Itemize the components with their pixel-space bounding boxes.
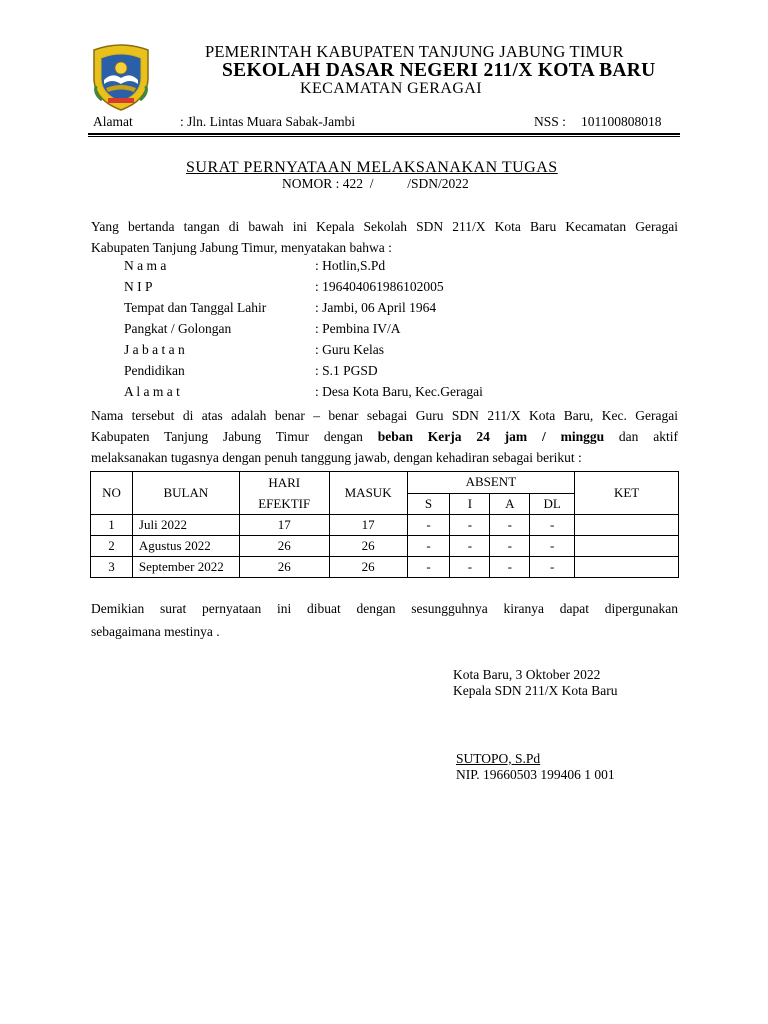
header-school-name: SEKOLAH DASAR NEGERI 211/X KOTA BARU [222,60,656,81]
field-label-education: Pendidikan [124,363,185,378]
header-government-line: PEMERINTAH KABUPATEN TANJUNG JABUNG TIMUR [205,42,624,61]
field-value-education: : S.1 PGSD [315,363,378,378]
address-value: : Jln. Lintas Muara Sabak-Jambi [180,114,356,129]
field-value-nip: : 196404061986102005 [315,279,444,294]
header-bulan: BULAN [132,472,239,515]
statement-text-before: Kabupaten Tanjung Jabung Timur dengan [91,429,378,444]
signature-nip: NIP. 19660503 199406 1 001 [456,767,615,782]
cell-hari: 17 [239,515,329,536]
field-label-position: J a b a t a n [124,342,185,357]
field-label-name: N a m a [124,258,167,273]
field-label-address: A l a m a t [124,384,180,399]
regency-emblem-icon [90,42,152,112]
cell-s: - [407,515,450,536]
header-absent: ABSENT [407,472,575,494]
field-label-rank: Pangkat / Golongan [124,321,232,336]
cell-i: - [450,557,490,578]
cell-masuk: 17 [329,515,407,536]
cell-bulan: Juli 2022 [132,515,239,536]
cell-no: 1 [91,515,133,536]
cell-dl: - [530,515,575,536]
nss-label: NSS : [534,114,566,129]
signature-name: SUTOPO, S.Pd [456,751,541,766]
cell-dl: - [530,557,575,578]
field-value-name: : Hotlin,S.Pd [315,258,386,273]
cell-bulan: Agustus 2022 [132,536,239,557]
cell-ket [575,515,679,536]
intro-line-2: Kabupaten Tanjung Jabung Timur, menyatakan bahwa : [91,240,392,255]
field-value-address: : Desa Kota Baru, Kec.Geragai [315,384,483,399]
header-masuk: MASUK [329,472,407,515]
table-row [91,557,679,578]
cell-dl: - [530,536,575,557]
signature-position: Kepala SDN 211/X Kota Baru [453,683,618,698]
field-value-position: : Guru Kelas [315,342,384,357]
header-district: KECAMATAN GERAGAI [300,80,482,97]
cell-masuk: 26 [329,557,407,578]
header-efektif: EFEKTIF [258,496,311,511]
cell-a: - [490,536,530,557]
header-dl: DL [530,493,575,515]
table-row [91,515,679,536]
cell-bulan: September 2022 [132,557,239,578]
statement-line-1: Nama tersebut di atas adalah benar – benar sebagai Guru SDN 211/X Kota Baru, Kec. Geragai [91,408,678,423]
cell-ket [575,536,679,557]
field-value-birth: : Jambi, 06 April 1964 [315,300,437,315]
header-a: A [490,493,530,515]
cell-a: - [490,515,530,536]
document-number: NOMOR : 422 / /SDN/2022 [282,176,469,191]
header-i: I [450,493,490,515]
cell-ket [575,557,679,578]
header-ket: KET [575,472,679,515]
cell-masuk: 26 [329,536,407,557]
field-value-rank: : Pembina IV/A [315,321,401,336]
document-title: SURAT PERNYATAAN MELAKSANAKAN TUGAS [186,159,558,176]
cell-hari: 26 [239,536,329,557]
field-label-nip: N I P [124,279,153,294]
field-label-birth: Tempat dan Tanggal Lahir [124,300,267,315]
header-divider-thick [88,133,680,135]
attendance-table [90,471,679,578]
header-s: S [407,493,450,515]
cell-no: 2 [91,536,133,557]
nss-value: 101100808018 [581,114,662,129]
cell-no: 3 [91,557,133,578]
header-no: NO [91,472,133,515]
signature-place-date: Kota Baru, 3 Oktober 2022 [453,667,601,682]
cell-i: - [450,515,490,536]
cell-s: - [407,557,450,578]
workload-text: beban Kerja 24 jam / minggu [377,429,605,444]
statement-text-after: dan aktif [604,429,678,444]
header-divider-thin [88,136,680,137]
cell-hari: 26 [239,557,329,578]
cell-i: - [450,536,490,557]
closing-line-2: sebagaimana mestinya . [91,624,220,639]
address-label: Alamat [93,114,133,129]
header-hari: HARI [268,475,301,490]
cell-a: - [490,557,530,578]
header-hari-efektif [239,472,329,515]
table-row [91,536,679,557]
cell-s: - [407,536,450,557]
closing-line-1: Demikian surat pernyataan ini dibuat dengan sesungguhnya kiranya dapat dipergunakan [91,601,678,616]
statement-line-3: melaksanakan tugasnya dengan penuh tanggung jawab, dengan kehadiran sebagai berikut : [91,450,582,465]
statement-line-2 [91,426,678,447]
intro-line-1: Yang bertanda tangan di bawah ini Kepala Sekolah SDN 211/X Kota Baru Kecamatan Geragai [91,219,678,234]
